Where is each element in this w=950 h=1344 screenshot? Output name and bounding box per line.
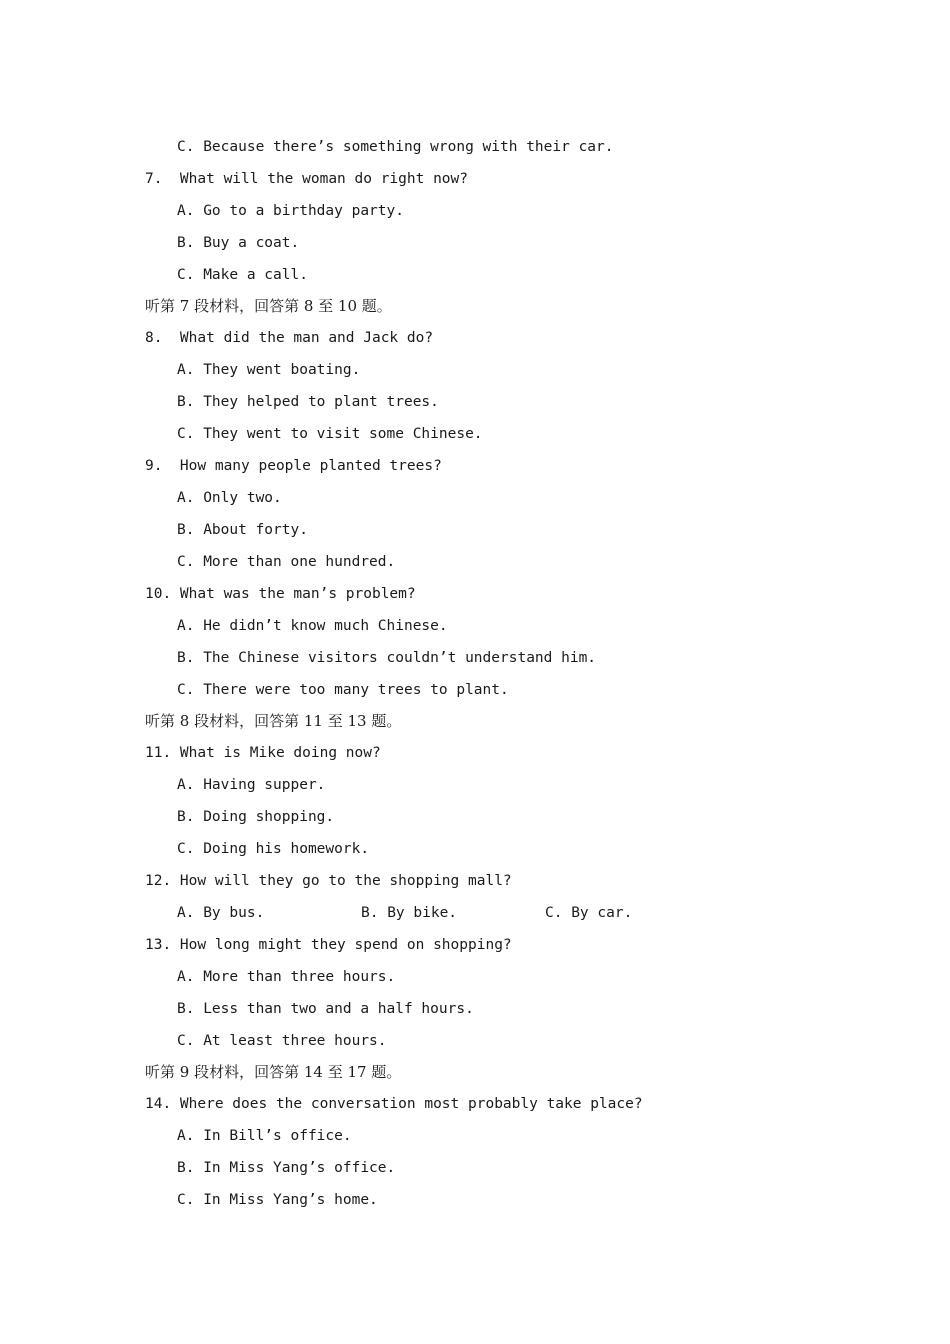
option-10a: A. He didn’t know much Chinese. bbox=[177, 618, 448, 634]
question-12: 12. How will they go to the shopping mall? bbox=[145, 873, 512, 889]
question-13: 13. How long might they spend on shopping? bbox=[145, 937, 512, 953]
question-11: 11. What is Mike doing now? bbox=[145, 745, 381, 761]
option-11b: B. Doing shopping. bbox=[177, 809, 335, 825]
option-12b: B. By bike. bbox=[361, 905, 458, 921]
option-10b: B. The Chinese visitors couldn’t understand him. bbox=[177, 650, 597, 666]
option-8a: A. They went boating. bbox=[177, 362, 361, 378]
option-14a: A. In Bill’s office. bbox=[177, 1128, 352, 1144]
option-12a: A. By bus. bbox=[177, 905, 265, 921]
option-6c: C. Because there’s something wrong with their car. bbox=[177, 139, 614, 155]
section-heading-8: 听第 8 段材料，回答第 11 至 13 题。 bbox=[145, 712, 402, 730]
option-7b: B. Buy a coat. bbox=[177, 235, 300, 251]
question-8: 8. What did the man and Jack do? bbox=[145, 330, 434, 346]
question-7: 7. What will the woman do right now? bbox=[145, 171, 469, 187]
question-9: 9. How many people planted trees? bbox=[145, 458, 442, 474]
option-13c: C. At least three hours. bbox=[177, 1033, 387, 1049]
question-14: 14. Where does the conversation most probably take place? bbox=[145, 1096, 643, 1112]
option-9b: B. About forty. bbox=[177, 522, 308, 538]
option-14b: B. In Miss Yang’s office. bbox=[177, 1160, 396, 1176]
option-7a: A. Go to a birthday party. bbox=[177, 203, 404, 219]
option-10c: C. There were too many trees to plant. bbox=[177, 682, 509, 698]
option-9c: C. More than one hundred. bbox=[177, 554, 396, 570]
option-8b: B. They helped to plant trees. bbox=[177, 394, 439, 410]
option-13a: A. More than three hours. bbox=[177, 969, 396, 985]
option-13b: B. Less than two and a half hours. bbox=[177, 1001, 474, 1017]
option-12c: C. By car. bbox=[545, 905, 633, 921]
option-8c: C. They went to visit some Chinese. bbox=[177, 426, 483, 442]
option-9a: A. Only two. bbox=[177, 490, 282, 506]
option-7c: C. Make a call. bbox=[177, 267, 308, 283]
option-14c: C. In Miss Yang’s home. bbox=[177, 1192, 378, 1208]
section-heading-7: 听第 7 段材料，回答第 8 至 10 题。 bbox=[145, 297, 392, 315]
section-heading-9: 听第 9 段材料，回答第 14 至 17 题。 bbox=[145, 1063, 402, 1081]
option-11a: A. Having supper. bbox=[177, 777, 326, 793]
question-10: 10. What was the man’s problem? bbox=[145, 586, 416, 602]
option-11c: C. Doing his homework. bbox=[177, 841, 370, 857]
